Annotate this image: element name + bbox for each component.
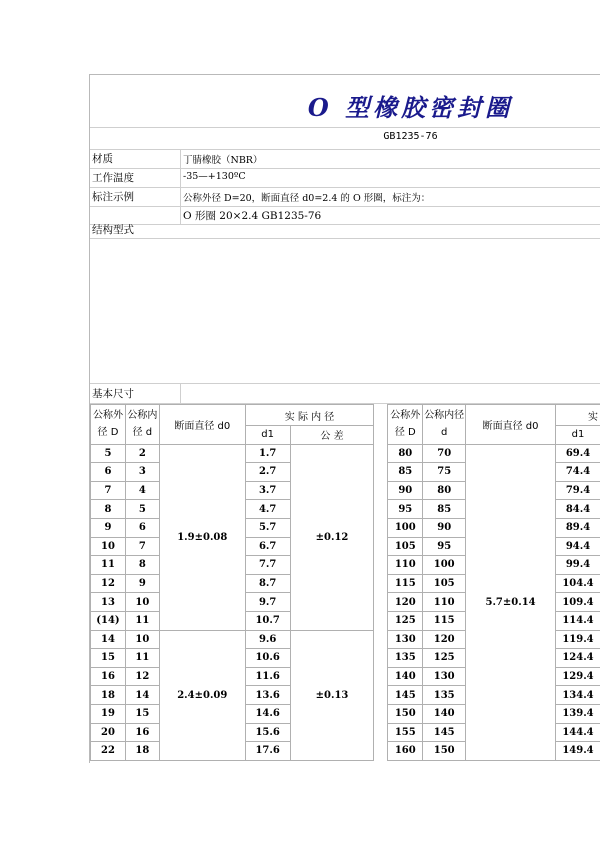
cell-d1: 7.7	[245, 556, 290, 575]
header-inner-diameter-right: 公称内径 d	[423, 405, 466, 445]
cell-outer-d: 22	[91, 742, 126, 761]
info-label: 材质	[92, 153, 113, 165]
cell-outer-d: 13	[91, 593, 126, 612]
cell-inner-d-right: 85	[423, 500, 466, 519]
cell-d1-right: 124.4	[555, 649, 600, 668]
column-gap	[374, 537, 388, 556]
cell-d1-right: 149.4	[555, 742, 600, 761]
basic-dimensions-row	[90, 383, 600, 404]
cell-d1: 2.7	[245, 463, 290, 482]
cell-inner-d-right: 145	[423, 723, 466, 742]
cell-outer-d-right: 125	[388, 611, 423, 630]
cell-inner-d: 5	[125, 500, 159, 519]
cell-d1: 5.7	[245, 518, 290, 537]
cell-outer-d-right: 115	[388, 574, 423, 593]
info-value: O 形圈 20×2.4 GB1235-76	[183, 210, 322, 222]
dimensions-table	[90, 404, 600, 761]
cell-inner-d: 8	[125, 556, 159, 575]
column-gap	[374, 611, 388, 630]
cell-inner-d: 11	[125, 611, 159, 630]
cell-inner-d-right: 100	[423, 556, 466, 575]
cell-outer-d: 19	[91, 704, 126, 723]
cell-outer-d-right: 95	[388, 500, 423, 519]
cell-inner-d: 16	[125, 723, 159, 742]
cell-outer-d: 14	[91, 630, 126, 649]
cell-d1: 15.6	[245, 723, 290, 742]
cell-d1: 1.7	[245, 444, 290, 463]
cell-d1-right: 114.4	[555, 611, 600, 630]
cell-inner-d-right: 135	[423, 686, 466, 705]
column-gap	[374, 593, 388, 612]
cell-d1-right: 89.4	[555, 518, 600, 537]
cell-inner-d-right: 75	[423, 463, 466, 482]
cell-inner-d-right: 80	[423, 481, 466, 500]
info-label: 工作温度	[92, 172, 134, 184]
header-inner-diameter: 公称内径 d	[125, 405, 159, 445]
cell-outer-d-right: 110	[388, 556, 423, 575]
table-row	[91, 444, 600, 463]
cell-d1: 11.6	[245, 667, 290, 686]
cell-outer-d: 6	[91, 463, 126, 482]
cell-section-diameter: 2.4±0.09	[159, 630, 245, 760]
header-outer-diameter-right: 公称外径 D	[388, 405, 423, 445]
cell-d1-right: 139.4	[555, 704, 600, 723]
cell-outer-d-right: 105	[388, 537, 423, 556]
cell-inner-d: 2	[125, 444, 159, 463]
info-row-temperature	[90, 168, 600, 188]
cell-d1-right: 74.4	[555, 463, 600, 482]
info-row-material	[90, 149, 600, 169]
cell-d1: 10.6	[245, 649, 290, 668]
document-sheet	[89, 74, 600, 763]
cell-inner-d: 12	[125, 667, 159, 686]
cell-inner-d-right: 90	[423, 518, 466, 537]
cell-section-diameter-right: 5.7±0.14	[466, 444, 556, 760]
column-gap	[374, 742, 388, 761]
column-gap	[374, 667, 388, 686]
cell-d1: 6.7	[245, 537, 290, 556]
cell-d1-right: 144.4	[555, 723, 600, 742]
cell-outer-d: 16	[91, 667, 126, 686]
cell-inner-d: 7	[125, 537, 159, 556]
cell-inner-d: 14	[125, 686, 159, 705]
column-gap	[374, 481, 388, 500]
cell-inner-d-right: 130	[423, 667, 466, 686]
cell-inner-d-right: 95	[423, 537, 466, 556]
cell-outer-d-right: 90	[388, 481, 423, 500]
standard-row	[90, 127, 600, 150]
column-gap	[374, 723, 388, 742]
cell-outer-d: 8	[91, 500, 126, 519]
cell-outer-d: 20	[91, 723, 126, 742]
cell-outer-d-right: 130	[388, 630, 423, 649]
cell-outer-d-right: 120	[388, 593, 423, 612]
column-gap	[374, 500, 388, 519]
column-gap	[374, 518, 388, 537]
cell-d1-right: 94.4	[555, 537, 600, 556]
basic-label: 基本尺寸	[92, 388, 134, 400]
cell-d1-right: 134.4	[555, 686, 600, 705]
header-tolerance: 公 差	[290, 426, 374, 445]
info-row-example-value	[90, 206, 600, 225]
cell-tolerance: ±0.12	[290, 444, 374, 630]
cell-outer-d: 12	[91, 574, 126, 593]
cell-inner-d: 9	[125, 574, 159, 593]
cell-outer-d: 15	[91, 649, 126, 668]
cell-d1-right: 69.4	[555, 444, 600, 463]
cell-d1: 8.7	[245, 574, 290, 593]
cell-inner-d: 3	[125, 463, 159, 482]
cell-outer-d: (14)	[91, 611, 126, 630]
column-gap	[374, 649, 388, 668]
info-value: -35—+130ºC	[183, 171, 246, 182]
cell-inner-d: 4	[125, 481, 159, 500]
page-title: O 型橡胶密封圈	[307, 93, 514, 122]
cell-outer-d-right: 85	[388, 463, 423, 482]
cell-outer-d-right: 135	[388, 649, 423, 668]
cell-d1: 9.6	[245, 630, 290, 649]
cell-d1: 13.6	[245, 686, 290, 705]
cell-outer-d: 18	[91, 686, 126, 705]
title-row	[90, 75, 600, 128]
cell-outer-d-right: 80	[388, 444, 423, 463]
cell-inner-d-right: 120	[423, 630, 466, 649]
cell-outer-d: 5	[91, 444, 126, 463]
cell-tolerance: ±0.13	[290, 630, 374, 760]
structure-label: 结构型式	[92, 224, 134, 236]
cell-inner-d-right: 110	[423, 593, 466, 612]
column-gap	[374, 574, 388, 593]
cell-section-diameter: 1.9±0.08	[159, 444, 245, 630]
column-gap	[374, 444, 388, 463]
cell-inner-d-right: 70	[423, 444, 466, 463]
cell-d1-right: 104.4	[555, 574, 600, 593]
cell-outer-d-right: 160	[388, 742, 423, 761]
cell-inner-d-right: 105	[423, 574, 466, 593]
cell-d1-right: 84.4	[555, 500, 600, 519]
cell-d1-right: 129.4	[555, 667, 600, 686]
header-d1-right: d1	[555, 426, 600, 445]
cell-inner-d: 11	[125, 649, 159, 668]
cell-d1: 10.7	[245, 611, 290, 630]
column-gap	[374, 630, 388, 649]
header-section-diameter-right: 断面直径 d0	[466, 405, 556, 445]
cell-inner-d-right: 115	[423, 611, 466, 630]
cell-d1-right: 109.4	[555, 593, 600, 612]
cell-outer-d: 11	[91, 556, 126, 575]
cell-inner-d-right: 140	[423, 704, 466, 723]
cell-outer-d: 9	[91, 518, 126, 537]
column-gap	[374, 463, 388, 482]
cell-d1: 9.7	[245, 593, 290, 612]
cell-outer-d: 7	[91, 481, 126, 500]
info-value: 公称外径 D=20，断面直径 d0=2.4 的 O 形圈，标注为：	[183, 193, 431, 204]
info-row-example	[90, 187, 600, 207]
header-d1: d1	[245, 426, 290, 445]
cell-inner-d-right: 125	[423, 649, 466, 668]
cell-inner-d: 18	[125, 742, 159, 761]
header-section-diameter: 断面直径 d0	[159, 405, 245, 445]
standard-code: GB1235-76	[383, 131, 438, 142]
cell-outer-d-right: 140	[388, 667, 423, 686]
cell-outer-d: 10	[91, 537, 126, 556]
info-label: 标注示例	[92, 191, 134, 203]
column-gap	[374, 704, 388, 723]
cell-inner-d: 10	[125, 593, 159, 612]
cell-d1: 14.6	[245, 704, 290, 723]
cell-inner-d: 15	[125, 704, 159, 723]
cell-d1-right: 79.4	[555, 481, 600, 500]
cell-d1-right: 99.4	[555, 556, 600, 575]
cell-d1: 17.6	[245, 742, 290, 761]
header-actual-inner-right: 实	[555, 405, 600, 426]
header-actual-inner: 实 际 内 径	[245, 405, 374, 426]
header-outer-diameter: 公称外径 D	[91, 405, 126, 445]
column-gap	[374, 556, 388, 575]
cell-outer-d-right: 100	[388, 518, 423, 537]
column-gap	[374, 686, 388, 705]
cell-inner-d: 6	[125, 518, 159, 537]
cell-d1: 3.7	[245, 481, 290, 500]
cell-outer-d-right: 145	[388, 686, 423, 705]
info-value: 丁腈橡胶（NBR）	[183, 155, 263, 166]
cell-d1: 4.7	[245, 500, 290, 519]
cell-d1-right: 119.4	[555, 630, 600, 649]
cell-inner-d-right: 150	[423, 742, 466, 761]
cell-outer-d-right: 150	[388, 704, 423, 723]
cell-outer-d-right: 155	[388, 723, 423, 742]
cell-inner-d: 10	[125, 630, 159, 649]
